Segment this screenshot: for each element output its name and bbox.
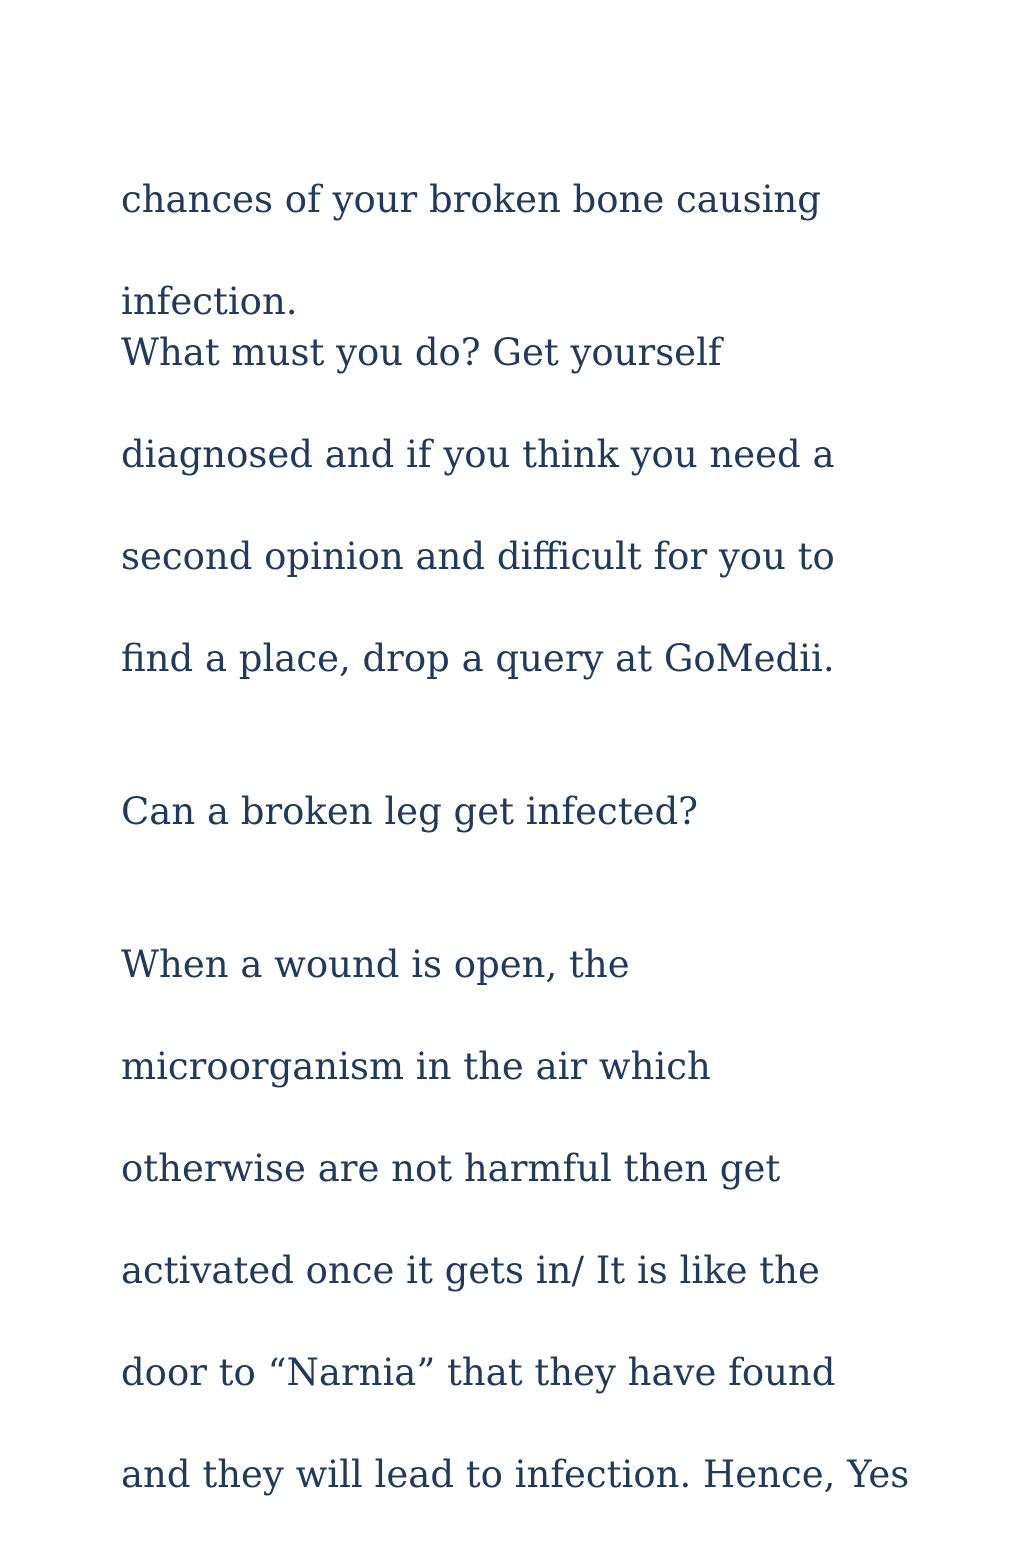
text-line: When a wound is open, the xyxy=(121,943,630,986)
paragraph-open-wound xyxy=(121,888,921,1551)
text-line: What must you do? Get yourself xyxy=(121,331,722,374)
heading-text: Can a broken leg get infected? xyxy=(121,790,698,833)
section-heading xyxy=(121,735,921,888)
text-line: infection. xyxy=(121,280,298,323)
text-line: and they will lead to infection. Hence, Yes xyxy=(121,1453,910,1496)
paragraph-what-to-do xyxy=(121,276,921,735)
text-line: find a place, drop a query at GoMedii. xyxy=(121,637,835,680)
text-line: activated once it gets in/ It is like the xyxy=(121,1249,820,1292)
text-line: diagnosed and if you think you need a xyxy=(121,433,835,476)
text-line: door to “Narnia” that they have found xyxy=(121,1351,836,1394)
text-line: chances of your broken bone causing xyxy=(121,178,821,221)
text-line: otherwise are not harmful then get xyxy=(121,1147,781,1190)
text-line: microorganism in the air which xyxy=(121,1045,711,1088)
text-line: second opinion and difficult for you to xyxy=(121,535,835,578)
